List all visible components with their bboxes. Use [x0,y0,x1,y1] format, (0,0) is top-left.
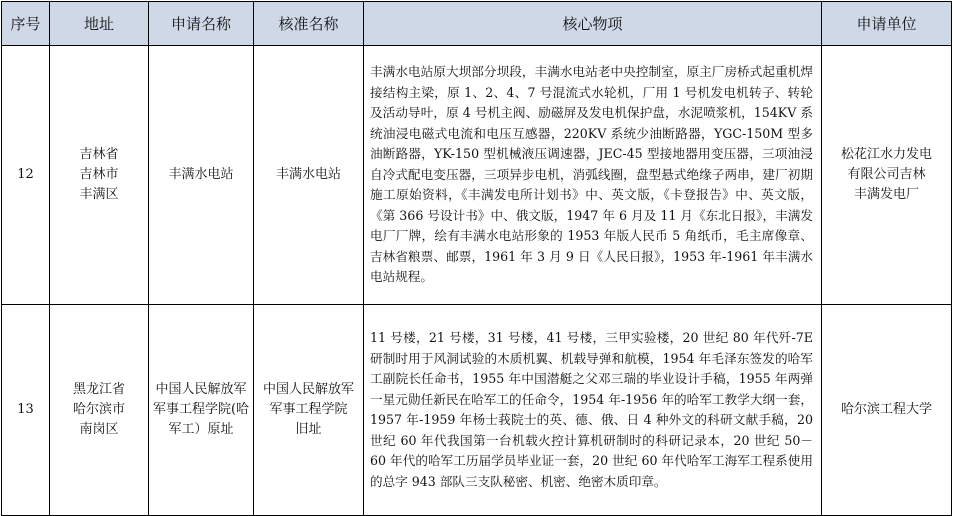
applicant-line: 有限公司吉林 [847,167,926,182]
address-line: 黑龙江省 [72,382,125,397]
header-applied-name: 申请名称 [149,2,254,46]
core-items-cell: 11 号楼，21 号楼，31 号楼，41 号楼，三甲实验楼，20 世纪 80 年代歼-7E 研制时用于风洞试验的木质机翼、机载导弹和航模，1954 年毛泽东签发的哈军工副院长任命书，1955 年中国潜艇之父邓三瑞的毕业设计手稿，1955 年两弹一星元勋任新民在哈军工的任命令，1954 年-1956 年的哈军工教学大纲一套，1957 年-1959 年杨士莪院士的英、德、俄、日 4 种外文的科研文献手稿，20 世纪 60 年代我国第一台机载火控计算机研制时的科研记录本，20 世纪 50－60 年代的哈军工历届学员毕业证一套，20 世纪 60 年代哈军工海军工程系使用的总字 943 部队三支队秘密、机密、绝密木质印章。 [364,305,822,516]
approved-name-line: 中国人民解放军 [262,382,354,397]
applied-name-line: 中国人民解放军 [155,382,247,397]
approved-name-line: 旧址 [295,422,322,437]
address-line: 南岗区 [79,422,119,437]
address-line: 丰满区 [79,187,119,202]
header-core-items: 核心物项 [364,2,822,46]
core-items-cell: 丰满水电站原大坝部分坝段，丰满水电站老中央控制室，原主厂房桥式起重机焊接结构主梁，原 1、2、4、7 号混流式水轮机，厂用 1 号机发电机转子、转轮及活动导叶，原 4 号机主阀、励磁屏及发电机保护盘，水泥喷浆机，154KV 系统油浸电磁式电流和电压互感器，220KV 系统少油断路器，YGC-150M 型多油断路器，YK-150 型机械液压调速器，JEC-45 型接地器用变压器，三项油浸自冷式配电变压器，三项异步电机，消弧线圈，盘型悬式绝缘子两串，建厂初期施工原始资料，《丰满发电所计划书》中、英文版，《卡登报告》中、英文版，《第 366 号设计书》中、俄文版，1947 年 6 月及 11 月《东北日报》，丰满发电厂厂牌，绘有丰满水电站形象的 1953 年版人民币 5 角纸币，毛主席像章、吉林省粮票、邮票，1961 年 3 月 9 日《人民日报》，1953 年-1961 年丰满水电站规程。 [364,46,822,305]
applicant-cell [822,305,952,516]
address-line: 吉林省 [79,147,119,162]
approved-name-line: 军事工程学院 [269,402,348,417]
table-row [2,305,952,516]
table-row [2,46,952,305]
applicant-line: 松花江水力发电 [840,147,932,162]
approved-name-line: 丰满水电站 [275,167,341,182]
applicant-line: 哈尔滨工程大学 [840,402,932,417]
header-address: 地址 [50,2,149,46]
address-cell [50,305,149,516]
applicant-line: 丰满发电厂 [853,187,919,202]
row-number: 13 [2,305,50,516]
header-no: 序号 [2,2,50,46]
address-cell [50,46,149,305]
row-number: 12 [2,46,50,305]
header-row [2,2,952,46]
header-approved-name: 核准名称 [254,2,364,46]
applied-name-line: 军工）原址 [168,422,234,437]
approved-name-cell [254,305,364,516]
heritage-items-table [1,1,952,516]
applied-name-line: 丰满水电站 [168,167,234,182]
address-line: 哈尔滨市 [72,402,125,417]
applied-name-cell [149,46,254,305]
applicant-cell [822,46,952,305]
address-line: 吉林市 [79,167,119,182]
header-applicant: 申请单位 [822,2,952,46]
applied-name-line: 军事工程学院(哈 [152,402,250,417]
applied-name-cell [149,305,254,516]
approved-name-cell [254,46,364,305]
